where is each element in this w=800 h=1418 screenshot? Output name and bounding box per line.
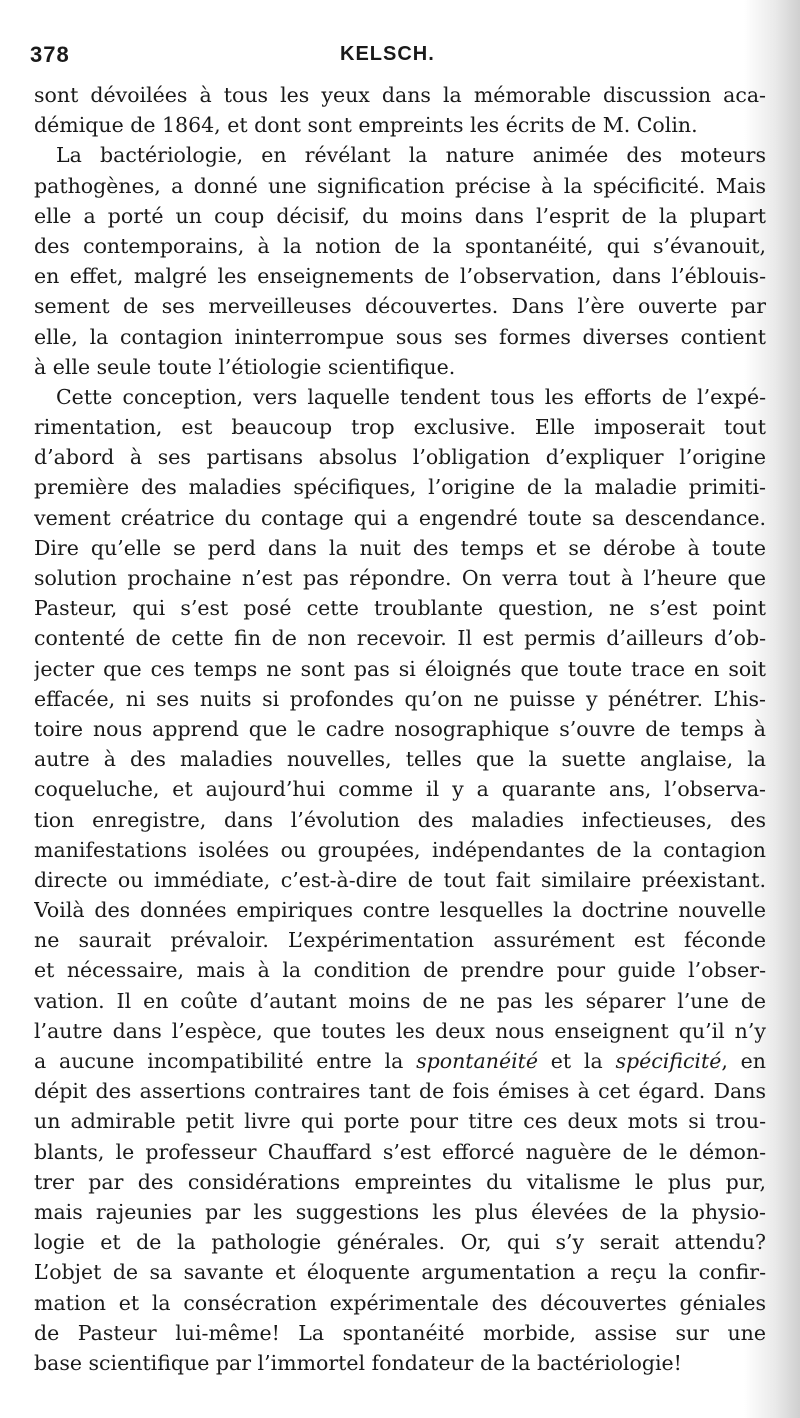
text-line: première des maladies spécifiques, l’origine de la maladie primiti-	[34, 475, 766, 500]
text-line: base scientifique par l’immortel fondateur de la bactériologie!	[34, 1350, 682, 1375]
text-line: blants, le professeur Chauffard s’est efforcé naguère de le démon-	[34, 1139, 766, 1164]
text-line: Cette conception, vers laquelle tendent tous les efforts de l’expé-	[56, 384, 766, 409]
text-line: d’abord à ses partisans absolus l’obligation d’expliquer l’origine	[34, 445, 766, 470]
text-line: jecter que ces temps ne sont pas si éloignés que toute trace en soit	[34, 656, 766, 681]
text-line: autre à des maladies nouvelles, telles que la suette anglaise, la	[34, 747, 766, 772]
text-line: pathogènes, a donné une signification précise à la spécificité. Mais	[34, 173, 766, 198]
text-line: elle a porté un coup décisif, du moins dans l’esprit de la plupart	[34, 203, 766, 228]
text-line: Voilà des données empiriques contre lesquelles la doctrine nouvelle	[34, 898, 766, 923]
emphasis: spécificité	[615, 1049, 722, 1073]
text-line: des contemporains, à la notion de la spontanéité, qui s’évanouit,	[34, 233, 766, 258]
text-line: effacée, ni ses nuits si profondes qu’on ne puisse y pénétrer. L’his-	[34, 686, 766, 711]
text-line: mation et la consécration expérimentale des découvertes géniales	[34, 1290, 766, 1315]
body-text	[34, 80, 766, 1378]
text-line: a aucune incompatibilité entre la spontanéité et la spécificité, en	[34, 1049, 766, 1073]
text-line: directe ou immédiate, c’est-à-dire de tout fait similaire préexistant.	[34, 867, 766, 892]
text-line: démique de 1864, et dont sont empreints les écrits de M. Colin.	[34, 113, 698, 138]
text-line: rimentation, est beaucoup trop exclusive. Elle imposerait tout	[34, 415, 766, 440]
text-line: contenté de cette fin de non recevoir. Il est permis d’ailleurs d’ob-	[34, 626, 766, 651]
text-line: Pasteur, qui s’est posé cette troublante question, ne s’est point	[34, 596, 766, 621]
page-number: 378	[30, 42, 70, 67]
text-line: ne saurait prévaloir. L’expérimentation assurément est féconde	[34, 928, 766, 953]
text-line: de Pasteur lui-même! La spontanéité morbide, assise sur une	[34, 1320, 766, 1345]
text-line: en effet, malgré les enseignements de l’observation, dans l’éblouis-	[34, 264, 766, 289]
emphasis: spontanéité	[416, 1049, 539, 1073]
text-line: trer par des considérations empreintes du vitalisme le plus pur,	[34, 1169, 766, 1194]
text-line: solution prochaine n’est pas répondre. On verra tout à l’heure que	[34, 566, 766, 590]
text-line: l’autre dans l’espèce, que toutes les deux nous enseignent qu’il n’y	[34, 1018, 766, 1043]
text-line: coqueluche, et aujourd’hui comme il y a quarante ans, l’observa-	[34, 777, 766, 802]
text-line: mais rajeunies par les suggestions les plus élevées de la physio-	[34, 1199, 766, 1224]
text-line: L’objet de sa savante et éloquente argumentation a reçu la confir-	[34, 1260, 766, 1285]
text-line: vation. Il en coûte d’autant moins de ne pas les séparer l’une de	[34, 988, 766, 1013]
text-line: sont dévoilées à tous les yeux dans la mémorable discussion aca-	[34, 83, 766, 107]
text-line: à elle seule toute l’étiologie scientifique.	[34, 354, 456, 379]
text-line: tion enregistre, dans l’évolution des maladies infectieuses, des	[34, 807, 766, 832]
text-line: logie et de la pathologie générales. Or, qui s’y serait attendu?	[34, 1230, 766, 1255]
text-line: La bactériologie, en révélant la nature animée des moteurs	[56, 143, 766, 168]
text-line: toire nous apprend que le cadre nosographique s’ouvre de temps à	[34, 716, 766, 741]
text-line: et nécessaire, mais à la condition de prendre pour guide l’obser-	[34, 958, 766, 983]
text-line: elle, la contagion ininterrompue sous ses formes diverses contient	[34, 324, 766, 349]
text-line: vement créatrice du contage qui a engendré toute sa descendance.	[34, 505, 766, 530]
text-line: manifestations isolées ou groupées, indépendantes de la contagion	[34, 837, 766, 862]
running-head: KELSCH.	[340, 43, 435, 65]
text-line: dépit des assertions contraires tant de fois émises à cet égard. Dans	[34, 1079, 766, 1104]
page-header	[30, 42, 770, 76]
text-line: un admirable petit livre qui porte pour titre ces deux mots si trou-	[34, 1109, 766, 1134]
text-line: Dire qu’elle se perd dans la nuit des temps et se dérobe à toute	[34, 535, 766, 560]
text-line: sement de ses merveilleuses découvertes. Dans l’ère ouverte par	[34, 294, 766, 319]
